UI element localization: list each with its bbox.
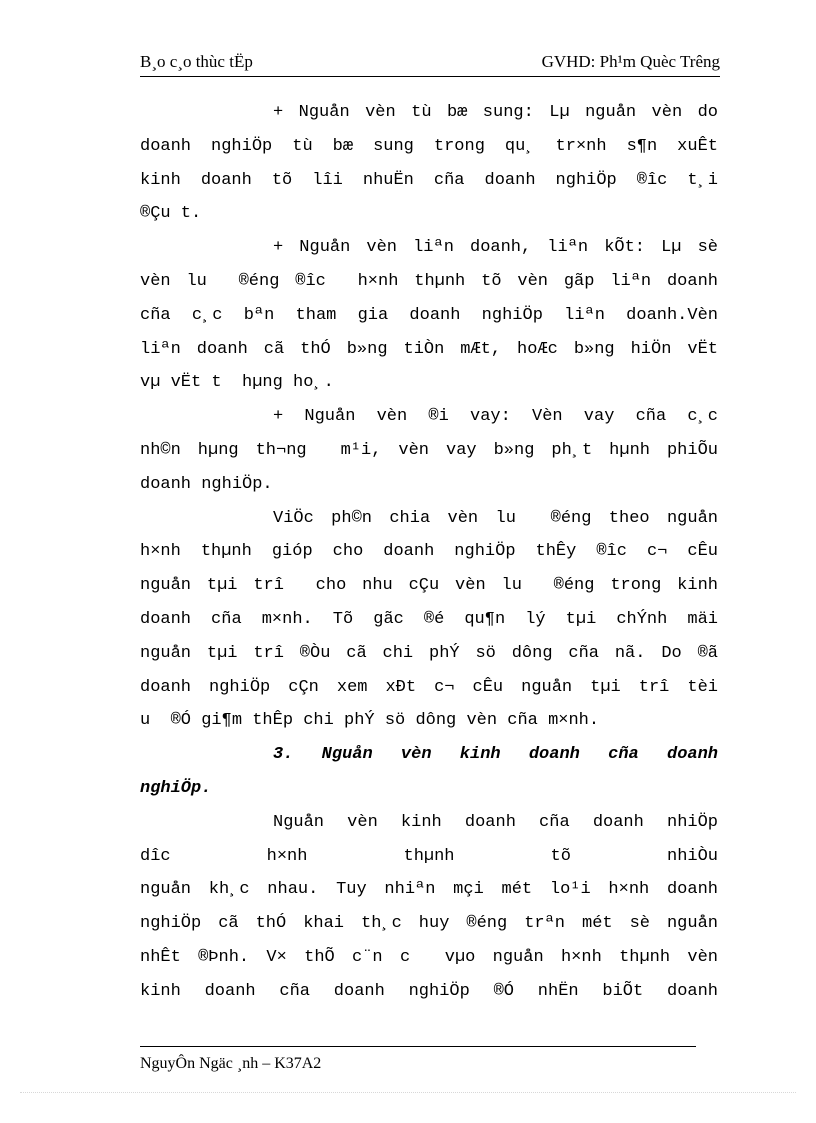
page-footer: [140, 1046, 696, 1072]
text-line: nh©n hµng th¬ng m¹i, vèn vay b»ng ph¸t hµnh phiÕu: [140, 440, 718, 460]
text-line: u ®Ó gi¶m thÊp chi phÝ sö dông vèn cña m×nh.: [140, 711, 600, 731]
header-report-title: B¸o c¸o thùc tËp: [140, 52, 253, 71]
text-line: vèn lu ®éng ®îc h×nh thµnh tõ vèn gãp liªn doanh: [140, 271, 718, 291]
page-header: [140, 50, 720, 77]
text-line: cña c¸c bªn tham gia doanh nghiÖp liªn doanh.Vèn: [140, 305, 718, 325]
paragraph-borrowed-funds: [140, 400, 718, 501]
page-body: [140, 96, 718, 1009]
text-line: nguån tµi trî cho nhu cÇu vèn lu ®éng trong kinh: [140, 576, 718, 596]
text-line: nhÊt ®Þnh. V× thÕ c¨n c vµo nguån h×nh thµnh vèn: [140, 947, 718, 967]
text-line: doanh nghiÖp.: [140, 474, 273, 494]
header-supervisor: GVHD: Ph¹m Quèc Trêng: [541, 52, 720, 71]
paragraph-self-funding: [140, 96, 718, 231]
section-heading: [140, 738, 718, 806]
text-line: doanh cña m×nh. Tõ gãc ®é qu¶n lý tµi chÝnh mäi: [140, 609, 718, 629]
text-line: Nguån vèn kinh doanh cña doanh nhiÖp: [273, 812, 718, 832]
paragraph-classification: [140, 502, 718, 739]
text-line: kinh doanh tõ lîi nhuËn cña doanh nghiÖp ®îc t¸i: [140, 170, 718, 190]
text-line: kinh doanh cña doanh nghiÖp ®Ó nhËn biÕt doanh: [140, 981, 718, 1001]
text-line: liªn doanh cã thÓ b»ng tiÒn mÆt, hoÆc b»ng hiÖn vËt: [140, 339, 718, 359]
text-line: + Nguån vèn ®i vay: Vèn vay cña c¸c: [273, 407, 718, 427]
paragraph-joint-venture: [140, 231, 718, 400]
text-line: + Nguån vèn liªn doanh, liªn kÕt: Lµ sè: [273, 238, 718, 258]
text-line: dîc h×nh thµnh tõ nhiÒu: [140, 846, 718, 866]
text-line: doanh nghiÖp cÇn xem xÐt c¬ cÊu nguån tµi trî tèi: [140, 677, 718, 697]
text-line: doanh nghiÖp tù bæ sung trong qu¸ tr×nh s¶n xuÊt: [140, 136, 718, 156]
text-line: ViÖc ph©n chia vèn lu ®éng theo nguån: [273, 508, 718, 528]
text-line: + Nguån vèn tù bæ sung: Lµ nguån vèn do: [273, 103, 718, 122]
paragraph-business-capital: [140, 806, 718, 1009]
page-edge-divider: [20, 1092, 796, 1093]
text-line: vµ vËt t hµng ho¸.: [140, 373, 334, 393]
text-line: nguån tµi trî ®Òu cã chi phÝ sö dông cña nã. Do ®ã: [140, 643, 718, 663]
text-line: nguån kh¸c nhau. Tuy nhiªn mçi mét lo¹i h×nh doanh: [140, 880, 718, 900]
heading-line: nghiÖp.: [140, 778, 212, 798]
footer-author: NguyÔn Ngäc ¸nh – K37A2: [140, 1055, 322, 1072]
heading-line: 3. Nguån vèn kinh doanh cña doanh: [273, 745, 718, 765]
text-line: nghiÖp cã thÓ khai th¸c huy ®éng trªn mét sè nguån: [140, 914, 718, 934]
text-line: ®Çu t.: [140, 204, 202, 224]
text-line: h×nh thµnh gióp cho doanh nghiÖp thÊy ®îc c¬ cÊu: [140, 542, 718, 562]
